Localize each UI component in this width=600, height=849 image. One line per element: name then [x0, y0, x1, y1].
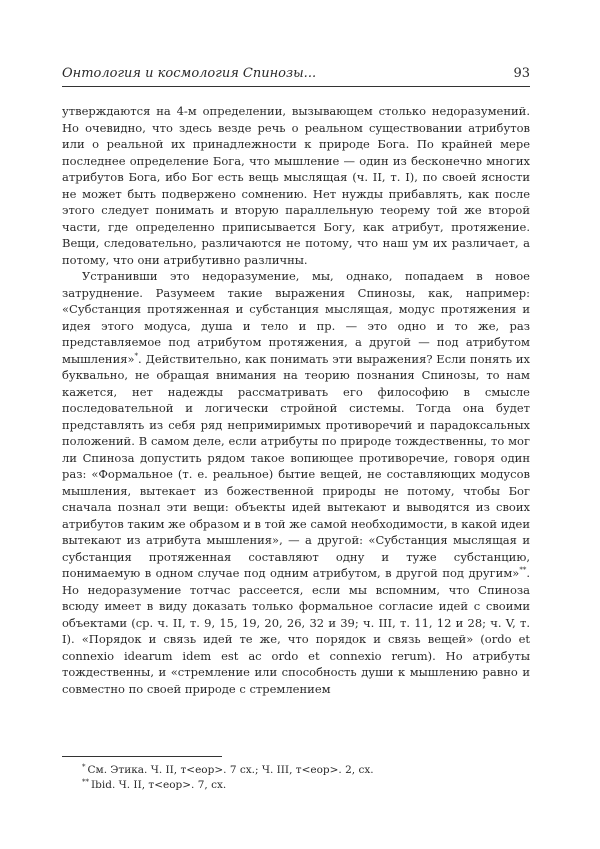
paragraph-2	[62, 268, 530, 697]
paragraph-2-part-2: . Действительно, как понимать эти выражения? Если понять их буквально, не обращая внимания на теорию познания Спинозы, то нам кажется, нет надежды рассматривать его философию в смысле последовательной и логически стройной системы. Тогда она будет представлять из себя ряд непримиримых противоречий и парадоксальных положений. В самом деле, если атрибуты по природе тождественны, то мог ли Спиноза допустить рядом такое вопиющее противоречие, говоря один раз: «Формальное (т. е. реальное) бытие вещей, не составляющих модусов мышления, вытекает из божественной природы не потому, чтобы Бог сначала познал эти вещи: объекты идей вытекают и выводятся из своих атрибутов таким же образом и в той же самой необходимости, в какой идеи вытекают из атрибута мышления», — а другой: «Субстанция мыслящая и субстанция протяженная составляют одну и туже субстанцию, понимаемую в одном случае под одним атрибутом, в другой под другим»	[62, 351, 530, 580]
page-number: 93	[513, 66, 530, 81]
footnote-1	[82, 763, 530, 778]
footnote-1-text: См. Этика. Ч. II, т<еор>. 7 сх.; Ч. III, т<еор>. 2, сх.	[87, 764, 374, 776]
footnote-2-text: Ibid. Ч. II, т<еор>. 7, сх.	[91, 779, 227, 791]
footnote-ref-1: *	[134, 351, 139, 360]
footnote-divider	[62, 756, 222, 757]
footnote-2	[82, 778, 530, 793]
footnotes	[82, 763, 530, 793]
footnote-1-marker: *	[82, 762, 86, 771]
running-title: Онтология и космология Спинозы...	[62, 66, 317, 81]
footnote-2-marker: **	[82, 777, 89, 786]
running-header	[62, 66, 530, 87]
footnote-ref-2: **	[519, 566, 527, 575]
paragraph-1: утверждаются на 4-м определении, вызывающем столько недоразумений. Но очевидно, что здесь везде речь о реальном существовании атрибутов или о реальной их принадлежности к природе Бога. По крайней мере последнее определение Бога, что мышление — один из бесконечно многих атрибутов Бога, ибо Бог есть вещь мыслящая (ч. II, т. I), по своей ясности не может быть подвержено сомнению. Нет нужды прибавлять, как после этого следует понимать и вторую параллельную теорему той же второй части, где определенно приписывается Богу, как атрибут, протяжение. Вещи, следовательно, различаются не потому, что наш ум их различает, а потому, что они атрибутивно различны.	[62, 104, 530, 267]
paragraph-2-part-3: . Но недоразумение тотчас рассеется, если мы вспомним, что Спиноза всюду имеет в виду доказать только формальное согласие идей с своими объектами (ср. ч. II, т. 9, 15, 19, 20, 26, 32 и 39; ч. III, т. 11, 12 и 28; ч. V, т. I). «Порядок и связь идей те же, что порядок и связь вещей» (ordo et connexio idearum idem est ac ordo et connexio rerum). Но атрибуты тождественны, и «стремление или способность души к мышлению равно и совместно по своей природе с стремлением	[62, 566, 530, 696]
paragraph-2-part-1: Устранивши это недоразумение, мы, однако, попадаем в новое затруднение. Разумеем такие выражения Спинозы, как, например: «Субстанция протяженная и субстанция мыслящая, модус протяжения и идея этого модуса, душа и тело и пр. — это одно и то же, раз представляемое под атрибутом протяжения, а другой — под атрибутом мышления»	[62, 269, 530, 366]
body-text	[62, 103, 530, 697]
